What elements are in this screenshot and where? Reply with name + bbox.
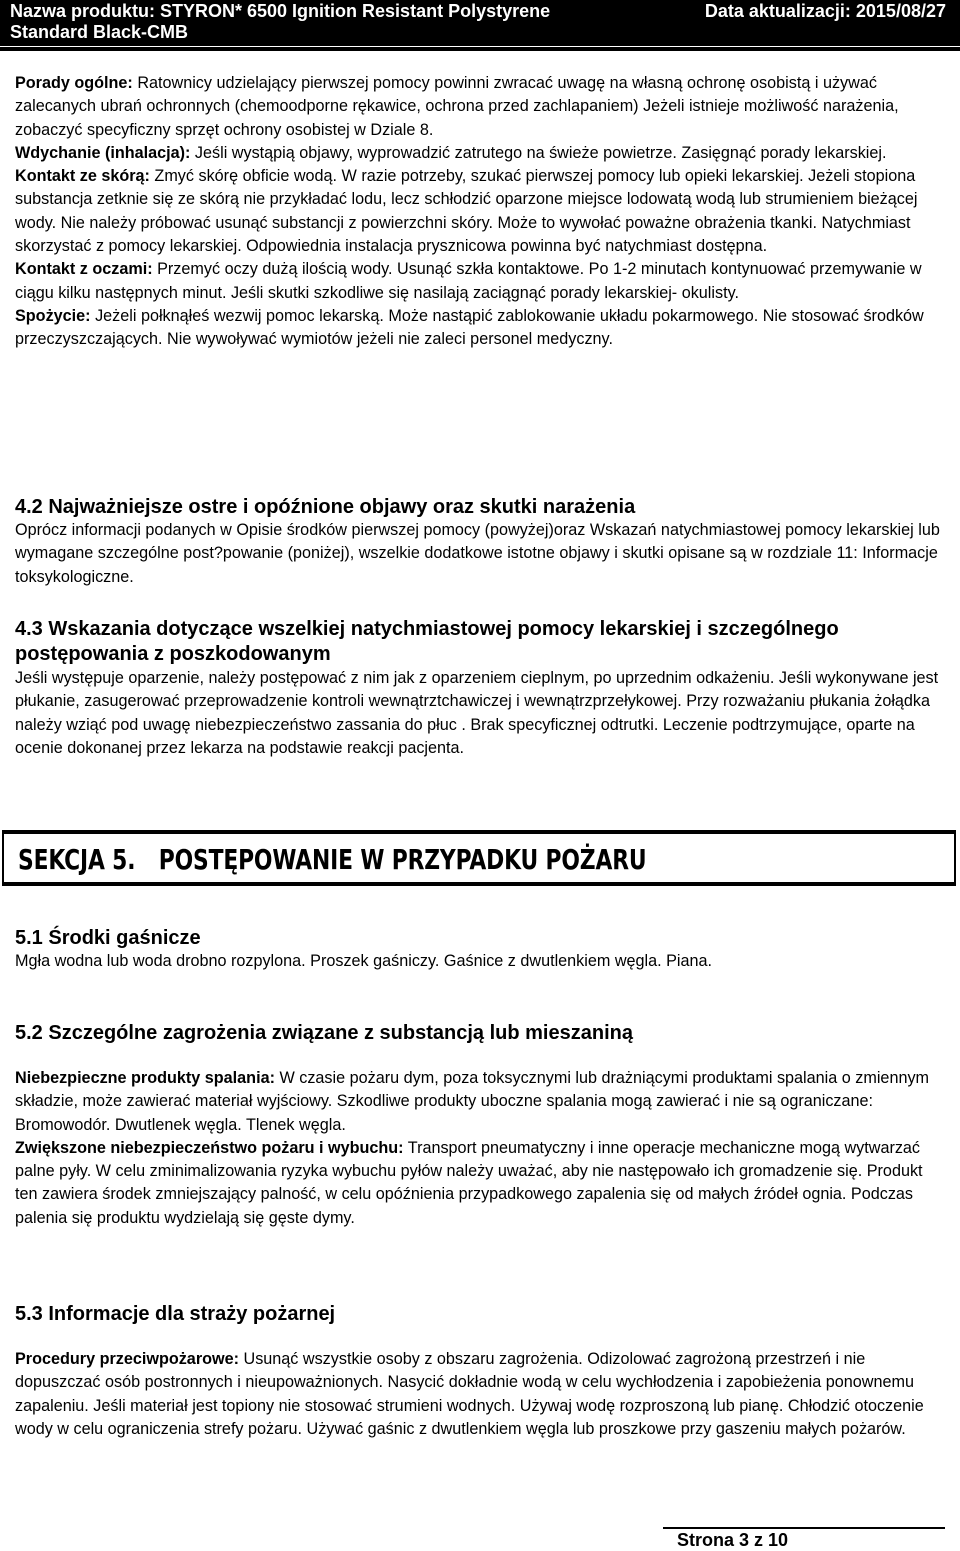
section-4-3-heading: 4.3 Wskazania dotyczące wszelkiej natychmiastowej pomocy lekarskiej i szczególnego postępowania z poszkodowanym	[15, 618, 839, 665]
section-5-3-heading: 5.3 Informacje dla straży pożarnej	[15, 1303, 336, 1325]
general-advice: Porady ogólne: Ratownicy udzielający pierwszej pomocy powinni zwracać uwagę na własną ochronę osobistą i używać zalecanych ubrań ochronnych (chemoodporne rękawice, ochrona przed zachlapaniem) Jeżeli istnieje możliwość narażenia, zobaczyć specyficzny sprzęt ochrony osobistej w Dziale 8.	[15, 74, 899, 139]
section-5-banner	[2, 830, 956, 886]
section-5-1-text: Mgła wodna lub woda drobno rozpylona. Proszek gaśniczy. Gaśnice z dwutlenkiem węgla. Piana.	[15, 952, 713, 970]
general-advice-label: Porady ogólne:	[15, 74, 133, 92]
section-5-1	[15, 926, 945, 973]
section-5-number: SEKCJA 5.	[18, 843, 136, 876]
ingestion-label: Spożycie:	[15, 306, 91, 325]
first-aid-block	[15, 72, 945, 352]
section-4-2-heading: 4.2 Najważniejsze ostre i opóźnione objawy oraz skutki narażenia	[15, 496, 636, 518]
firefighting-procedures: Procedury przeciwpożarowe: Usunąć wszystkie osoby z obszaru zagrożenia. Odizolować zagrożoną przestrzeń i nie dopuszczać osób postronnych i nieupoważnionych. Nasycić dokładnie wodą w celu wychłodzenia i zapobieżenia ponownemu zapaleniu. Jeśli materiał jest topiony nie stosować strumieni wodnych. Używaj wodę rozproszoną lub pianę. Chłodzić otoczenie wody w celu ograniczenia strefy pożaru. Używać gaśnic z dwutlenkiem węgla lub proszkowe przy gaszeniu małych pożarów.	[15, 1350, 924, 1438]
combustion-products: Niebezpieczne produkty spalania: W czasie pożaru dym, poza toksycznymi lub drażniącymi produktami spalania o zmiennym składzie, może zawierać materiał wyjściowy. Szkodliwe produkty uboczne spalania mogą zawierać i nie są ograniczane: Bromowodór. Dwutlenek węgla. Tlenek węgla.	[15, 1069, 930, 1134]
firefighting-procedures-label: Procedury przeciwpożarowe:	[15, 1350, 239, 1368]
header-rule	[0, 47, 960, 51]
ingestion: Spożycie: Jeżeli połknąłeś wezwij pomoc lekarską. Może nastąpić zablokowanie układu pokarmowego. Nie stosować środków przeczyszczających. Nie wywoływać wymiotów jeżeli nie zaleci personel medyczny.	[15, 306, 924, 349]
footer-rule	[663, 1527, 945, 1529]
section-5-2-heading: 5.2 Szczególne zagrożenia związane z substancją lub mieszaniną	[15, 1022, 633, 1044]
update-date: Data aktualizacji: 2015/08/27	[704, 1, 946, 21]
product-variant: Standard Black-CMB	[10, 22, 189, 42]
section-4-2-text: Oprócz informacji podanych w Opisie środków pierwszej pomocy (powyżej)oraz Wskazań natychmiastowej pomocy lekarskiej lub wymagane szczególne post?powanie (poniżej), wszelkie dodatkowe istotne objawy i skutki opisane są w rozdziale 11: Informacje toksykologiczne.	[15, 521, 940, 586]
skin-contact: Kontakt ze skórą: Zmyć skórę obficie wodą. W razie potrzeby, szukać pierwszej pomocy lub opieki lekarskiej. Jeżeli stopiona substancja zetknie się ze skórą nie przykładać lodu, lecz schłodzić oparzone miejsce lodowatą wodą lub strumieniem bieżącej wody. Nie należy próbować usunąć substancji z powierzchni skóry. Może to wywołać poważne obrażenia tkanki. Natychmiast skorzystać z pomocy lekarskiej. Odpowiednia instalacja prysznicowa powinna być natychmiast dostępna.	[15, 167, 918, 256]
combustion-products-label: Niebezpieczne produkty spalania:	[15, 1069, 275, 1087]
section-5-3	[15, 1302, 945, 1441]
section-4-2	[15, 495, 945, 589]
section-4-3-text: Jeśli występuje oparzenie, należy postępować z nim jak z oparzeniem cieplnym, po uprzednim odkażeniu. Jeśli wykonywane jest płukanie, zasugerować przeprowadzenie kontroli wewnątrztchawiczej i wewnątrzprzełykowej. Przy rozważaniu płukania żołądka należy wziąć pod uwagę niebezpieczeństwo zassania do płuc . Brak specyficznej odtrutki. Leczenie podtrzymujące, oparte na ocenie dokonanej przez lekarza na podstawie reakcji pacjenta.	[15, 669, 939, 757]
product-name: Nazwa produktu: STYRON* 6500 Ignition Resistant Polystyrene	[10, 1, 551, 21]
section-5-name: POSTĘPOWANIE W PRZYPADKU POŻARU	[158, 843, 647, 876]
page-number: Strona 3 z 10	[676, 1530, 788, 1550]
document-header	[0, 0, 960, 46]
section-5-2	[15, 1021, 945, 1230]
fire-explosion-hazard-label: Zwiększone niebezpieczeństwo pożaru i wybuchu:	[15, 1138, 404, 1157]
inhalation-label: Wdychanie (inhalacja):	[15, 143, 191, 162]
section-5-title	[18, 843, 646, 876]
inhalation: Wdychanie (inhalacja): Jeśli wystąpią objawy, wyprowadzić zatrutego na świeże powietrze. Zasięgnąć porady lekarskiej.	[15, 143, 887, 162]
skin-contact-label: Kontakt ze skórą:	[15, 167, 150, 186]
section-4-3	[15, 617, 945, 760]
eye-contact-label: Kontakt z oczami:	[15, 260, 153, 279]
section-5-1-heading: 5.1 Środki gaśnicze	[15, 927, 201, 949]
eye-contact: Kontakt z oczami: Przemyć oczy dużą ilością wody. Usunąć szkła kontaktowe. Po 1-2 minutach kontynuować przemywanie w ciągu kilku następnych minut. Jeśli skutki szkodliwe się nasilają zaciągnąć porady lekarskiej- okulisty.	[15, 260, 922, 302]
fire-explosion-hazard: Zwiększone niebezpieczeństwo pożaru i wybuchu: Transport pneumatyczny i inne operacje mechaniczne mogą wytwarzać palne pyły. W celu zminimalizowania ryzyka wybuchu pyłów należy uważać, aby nie następowało ich gromadzenie się. Produkt ten zawiera środek zmniejszający palność, w celu opóźnienia przypadkowego zapalenia się od małych źródeł ognia. Podczas palenia się produktu wydzielają się gęste dymy.	[15, 1138, 923, 1227]
